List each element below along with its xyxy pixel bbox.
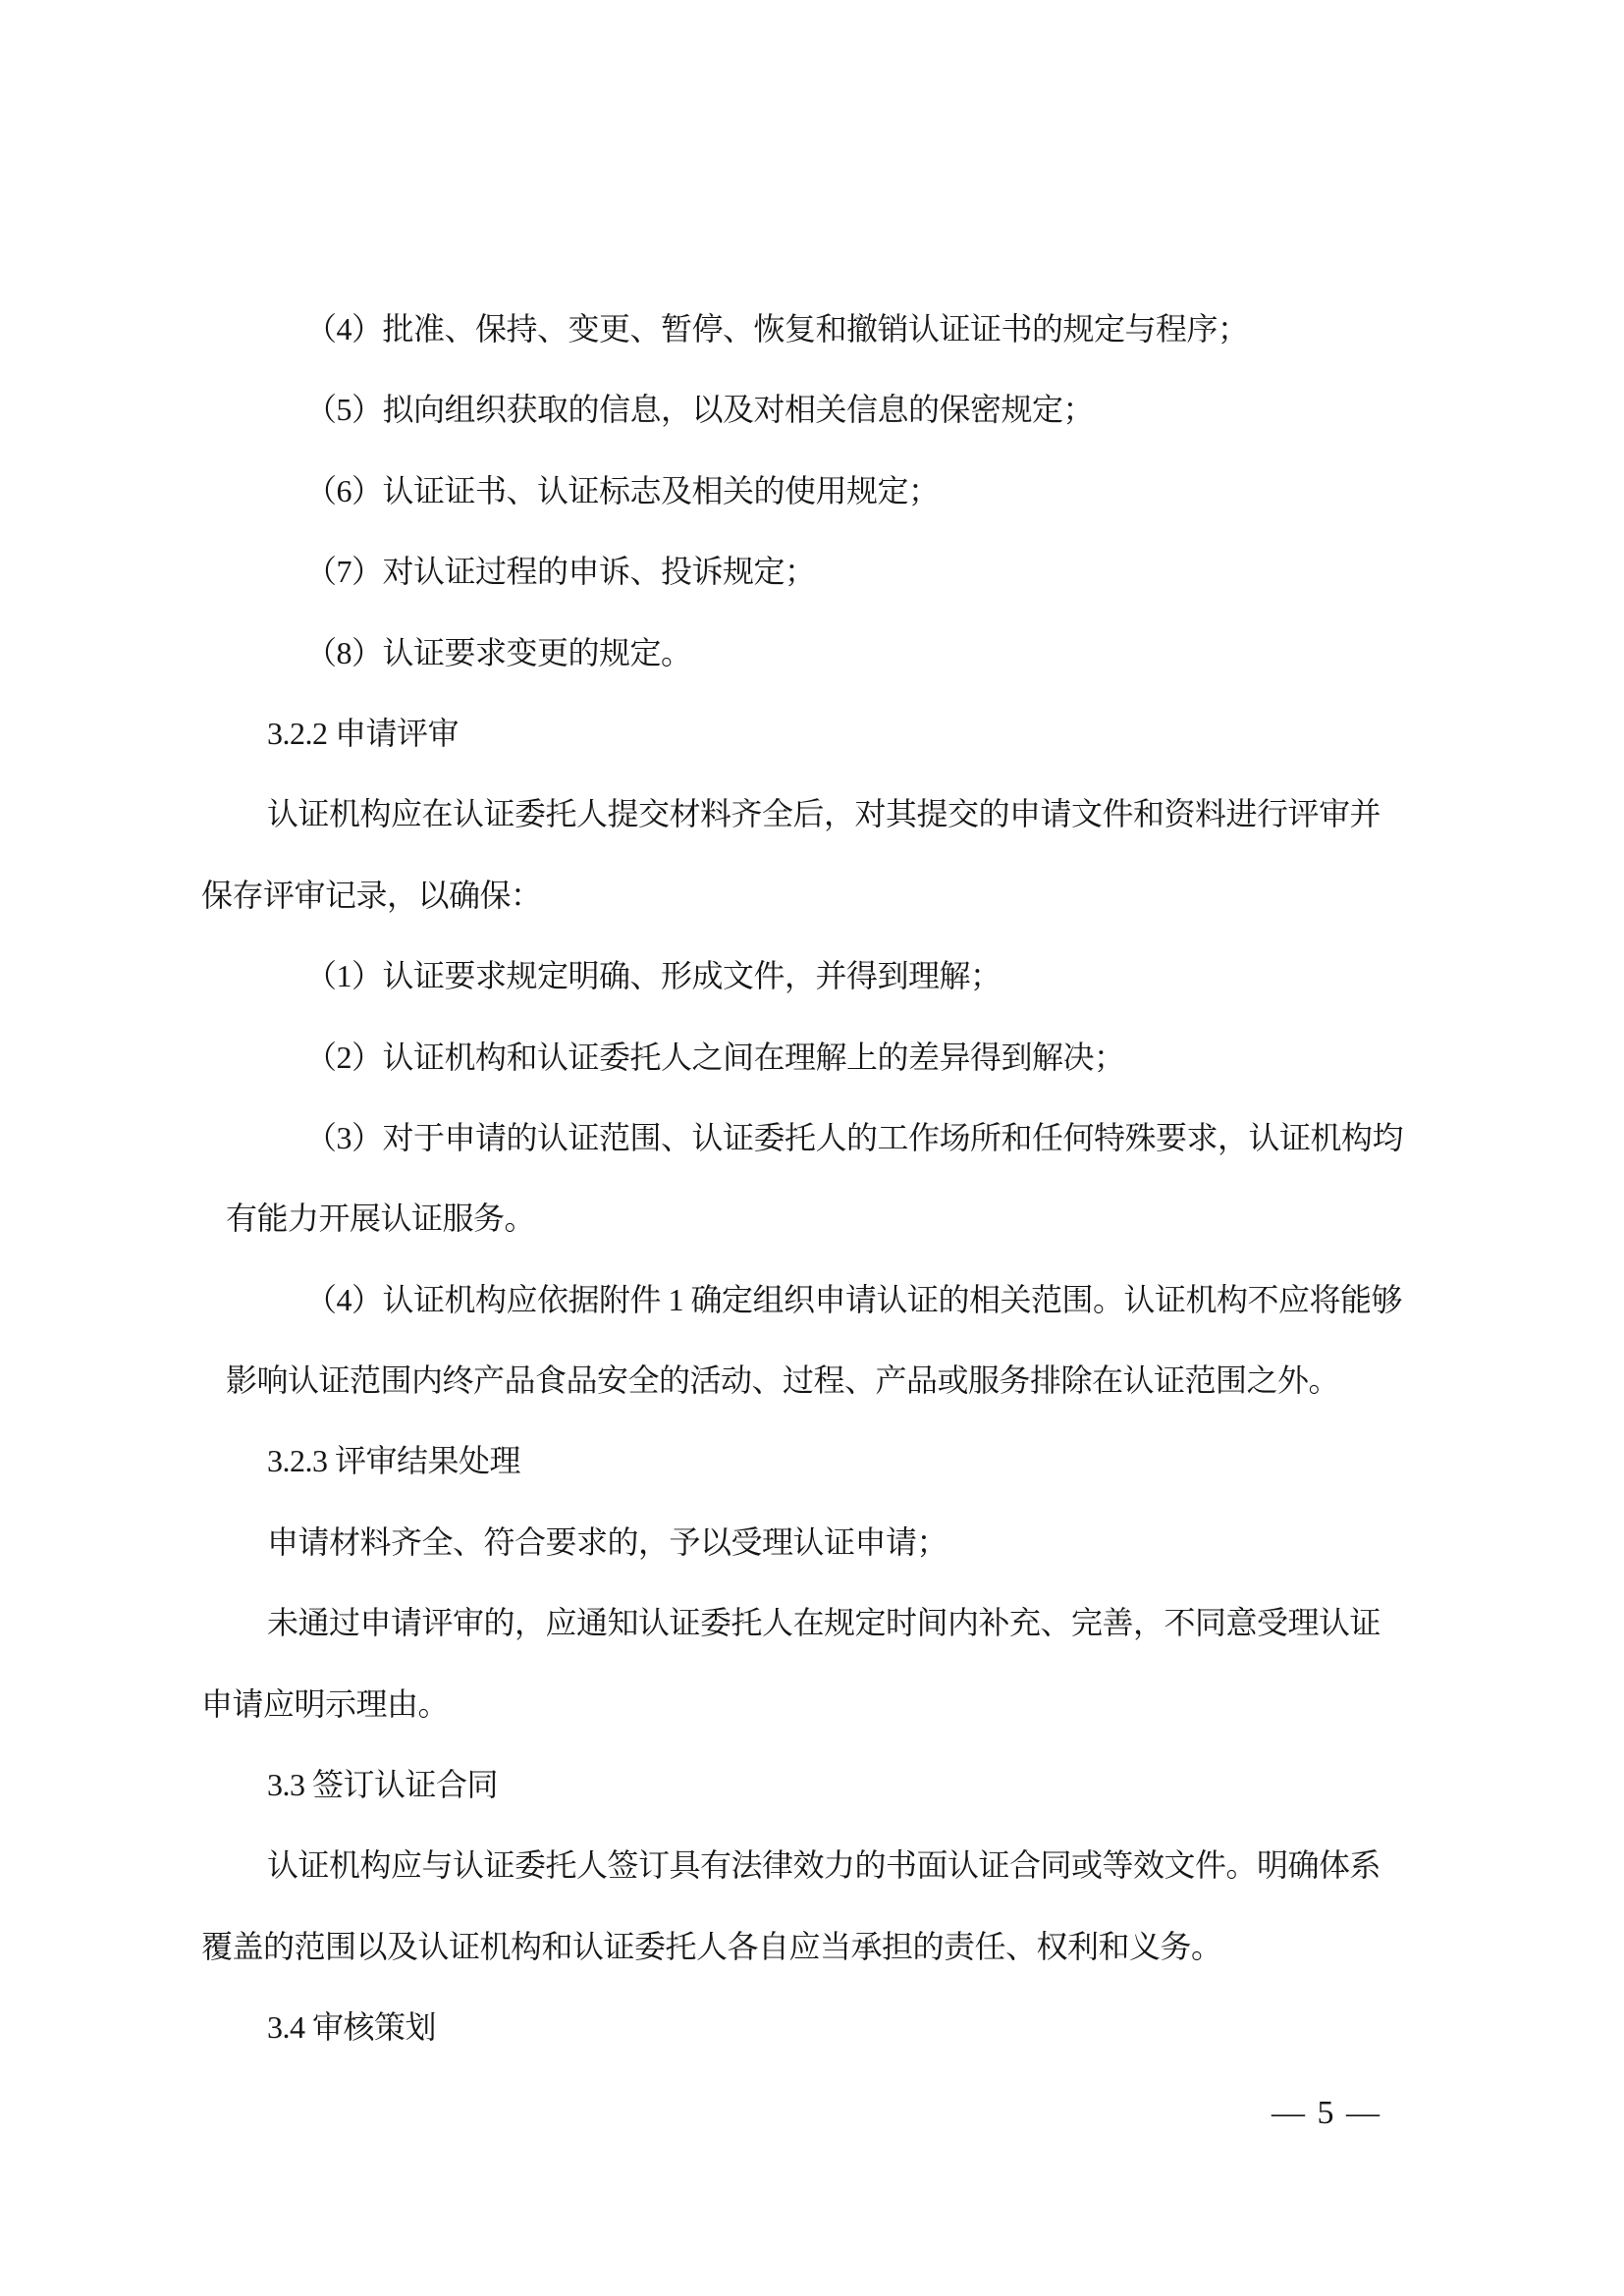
- paragraph-line: 申请材料齐全、符合要求的，予以受理认证申请；: [267, 1523, 948, 1560]
- paragraph-line: 覆盖的范围以及认证机构和认证委托人各自应当承担的责任、权利和义务。: [201, 1928, 1222, 1964]
- section-heading: 3.2.2 申请评审: [267, 715, 460, 751]
- list-item: （5）拟向组织获取的信息，以及对相关信息的保密规定；: [305, 392, 1095, 428]
- section-heading: 3.4 审核策划: [267, 2009, 437, 2046]
- list-item: （4）批准、保持、变更、暂停、恢复和撤销认证证书的规定与程序；: [305, 311, 1249, 347]
- paragraph-line: 保存评审记录，以确保：: [201, 877, 542, 913]
- list-item: （4）认证机构应依据附件 1 确定组织申请认证的相关范围。认证机构不应将能够: [305, 1281, 1403, 1317]
- list-item: （7）对认证过程的申诉、投诉规定；: [305, 554, 816, 590]
- page-number: — 5 —: [1272, 2095, 1381, 2131]
- list-item: （8）认证要求变更的规定。: [305, 634, 692, 670]
- paragraph-line: 有能力开展认证服务。: [226, 1201, 536, 1237]
- list-item: （6）认证证书、认证标志及相关的使用规定；: [305, 472, 940, 508]
- paragraph-line: 未通过申请评审的，应通知认证委托人在规定时间内补充、完善，不同意受理认证: [267, 1605, 1381, 1641]
- list-item: （2）认证机构和认证委托人之间在理解上的差异得到解决；: [305, 1039, 1125, 1075]
- document-body: [201, 289, 1492, 2068]
- section-heading: 3.2.3 评审结果处理: [267, 1443, 521, 1479]
- paragraph-line: 认证机构应在认证委托人提交材料齐全后，对其提交的申请文件和资料进行评审并: [267, 796, 1381, 832]
- section-heading: 3.3 签订认证合同: [267, 1767, 499, 1803]
- paragraph-line: 认证机构应与认证委托人签订具有法律效力的书面认证合同或等效文件。明确体系: [267, 1847, 1381, 1884]
- paragraph-line: 影响认证范围内终产品食品安全的活动、过程、产品或服务排除在认证范围之外。: [226, 1362, 1340, 1399]
- list-item: （3）对于申请的认证范围、认证委托人的工作场所和任何特殊要求，认证机构均: [305, 1119, 1404, 1155]
- list-item: （1）认证要求规定明确、形成文件，并得到理解；: [305, 958, 1001, 994]
- paragraph-line: 申请应明示理由。: [201, 1685, 450, 1722]
